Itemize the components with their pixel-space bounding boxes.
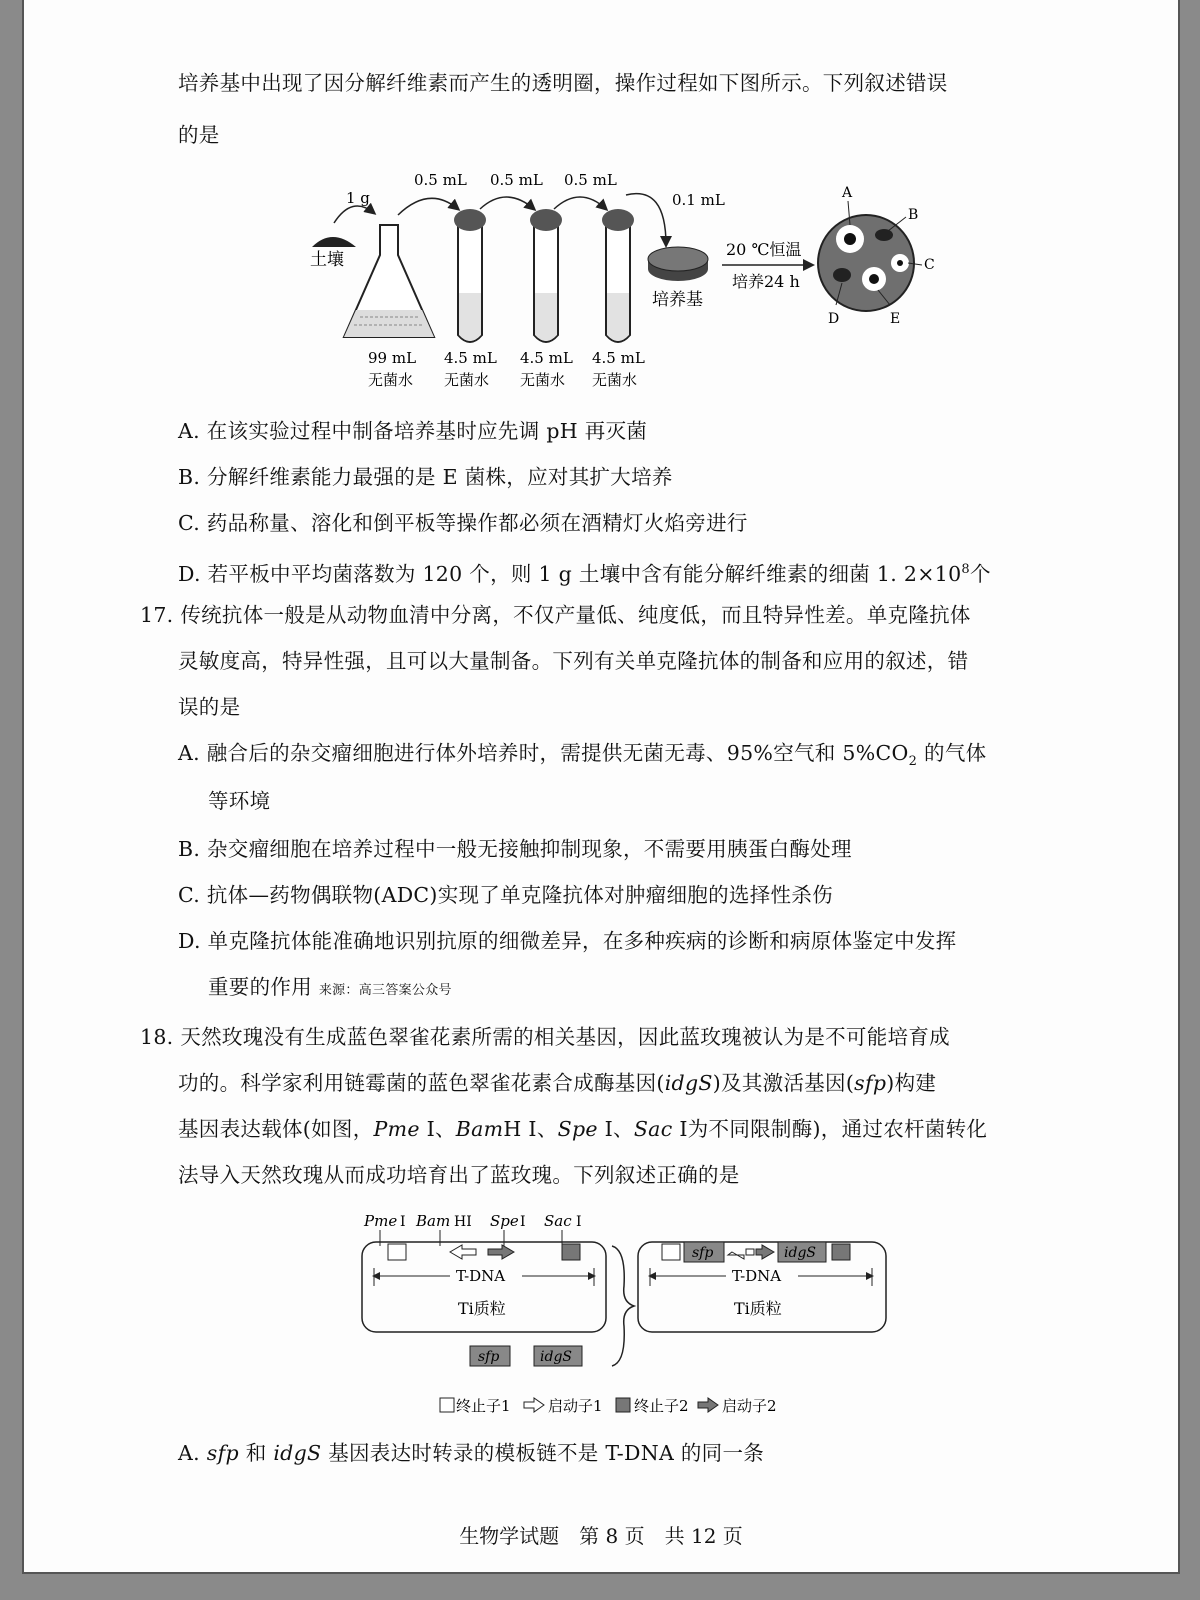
q16-stem-line1: 培养基中出现了因分解纤维素而产生的透明圈，操作过程如下图所示。下列叙述错误 [178, 71, 948, 95]
dilution-diagram [294, 165, 954, 395]
arrow-tube1-to-tube2 [480, 197, 534, 209]
sfp-gene-label: sfp [478, 1349, 500, 1365]
q18-line2 [178, 1068, 936, 1098]
flask-volume: 99 mL [368, 349, 417, 367]
q17-option-a-line2: 等环境 [208, 789, 271, 813]
tube1-volume: 4.5 mL [444, 349, 497, 367]
q18-option-a-mid: 和 [238, 1441, 274, 1465]
q18-sfp-gene: sfp [854, 1071, 887, 1095]
q16-stem-line2: 的是 [178, 123, 220, 147]
q18-r1: Ⅰ、 [419, 1117, 456, 1141]
q17-option-a-text: A. 融合后的杂交瘤细胞进行体外培养时，需提供无菌无毒、95%空气和 5%CO [178, 741, 909, 765]
q18-pme: Pme [373, 1117, 420, 1141]
flask-liquid [344, 310, 434, 337]
soil-pile [312, 237, 356, 247]
spe-num: Ⅰ [520, 1214, 526, 1230]
q16-option-d-end: 个 [970, 561, 991, 586]
colony-D [833, 268, 851, 282]
q17-option-a-line1 [178, 738, 986, 777]
sac-label: Sac [544, 1212, 572, 1230]
bam-label: Bam [416, 1212, 451, 1230]
tube2-water: 无菌水 [520, 371, 566, 389]
q18-line2-c: )构建 [886, 1071, 937, 1095]
left-promoter1 [450, 1245, 476, 1259]
q18-option-a-sfp: sfp [206, 1441, 239, 1465]
q18-option-a-prefix: A. [178, 1441, 207, 1465]
q18-line1: 18. 天然玫瑰没有生成蓝色翠雀花素所需的相关基因，因此蓝玫瑰被认为是不可能培育成 [140, 1025, 950, 1049]
colony-E-label: E [890, 311, 901, 327]
q18-spe: Spe [557, 1117, 598, 1141]
right-promoter1 [728, 1252, 744, 1259]
legend-terminator2: 终止子2 [634, 1397, 689, 1415]
q18-line3 [178, 1114, 987, 1144]
legend-terminator1: 终止子1 [456, 1397, 511, 1415]
transfer1-label: 0.5 mL [414, 171, 467, 189]
tube3-volume: 4.5 mL [592, 349, 645, 367]
q17-option-c: C. 抗体—药物偶联物(ADC)实现了单克隆抗体对肿瘤细胞的选择性杀伤 [178, 883, 833, 907]
bam-num: HⅠ [454, 1214, 472, 1230]
right-tdna-label: T-DNA [732, 1267, 782, 1285]
q17-line3: 误的是 [178, 695, 241, 719]
right-promoter2 [756, 1245, 774, 1259]
q17-line2: 灵敏度高，特异性强，且可以大量制备。下列有关单克隆抗体的制备和应用的叙述，错 [178, 649, 969, 673]
q17-option-b: B. 杂交瘤细胞在培养过程中一般无接触抑制现象，不需要用胰蛋白酶处理 [178, 837, 852, 861]
q18-line4: 法导入天然玫瑰从而成功培育出了蓝玫瑰。下列叙述正确的是 [178, 1163, 740, 1187]
q17-line1: 17. 传统抗体一般是从动物血清中分离，不仅产量低、纯度低，而且特异性差。单克隆抗体 [140, 603, 971, 627]
q18-option-a [178, 1438, 764, 1468]
soil-label: 土壤 [310, 250, 344, 270]
q16-option-a: A. 在该实验过程中制备培养基时应先调 pH 再灭菌 [178, 419, 648, 443]
colony-A-label: A [842, 185, 853, 201]
test-tube-2 [530, 209, 562, 342]
exam-page [22, 0, 1180, 1574]
incubation-line1: 20 ℃恒温 [726, 240, 802, 259]
q16-option-d-exponent: 8 [961, 562, 970, 577]
q16-option-d [178, 555, 991, 589]
q16-option-d-text: D. 若平板中平均菌落数为 120 个，则 1 g 土壤中含有能分解纤维素的细菌 1. 2×10 [178, 561, 962, 586]
pme-label: Pme [364, 1212, 398, 1230]
colony-B [875, 229, 893, 241]
q16-option-c: C. 药品称量、溶化和倒平板等操作都必须在酒精灯火焰旁进行 [178, 511, 748, 535]
q18-option-a-idgs: idgS [273, 1441, 322, 1465]
test-tube-3 [602, 209, 634, 342]
vector-diagram [354, 1206, 894, 1426]
arrow-tube2-to-tube3 [554, 197, 606, 209]
tube2-volume: 4.5 mL [520, 349, 573, 367]
right-plasmid-label: Ti质粒 [734, 1299, 782, 1318]
q18-line2-a: 功的。科学家利用链霉菌的蓝色翠雀花素合成酶基因( [178, 1071, 665, 1095]
brace [612, 1246, 634, 1366]
plate-transfer-label: 0.1 mL [672, 191, 725, 209]
incubation-line2: 培养24 h [732, 272, 800, 291]
left-terminator1 [388, 1244, 406, 1260]
spe-label: Spe [490, 1212, 519, 1230]
result-plate [818, 215, 914, 311]
q18-r3: Ⅰ、 [597, 1117, 634, 1141]
q16-option-b: B. 分解纤维素能力最强的是 E 菌株，应对其扩大培养 [178, 465, 673, 489]
sac-num: Ⅰ [576, 1214, 582, 1230]
idgs-gene-label: idgS [540, 1349, 572, 1365]
right-sfp-label: sfp [692, 1245, 714, 1261]
q17-option-a-subscript: 2 [908, 754, 918, 770]
q18-idgs-gene: idgS [664, 1071, 713, 1095]
arrow-flask-to-tube1 [398, 198, 458, 215]
right-terminator1 [662, 1244, 680, 1260]
right-idgs-label: idgS [784, 1245, 816, 1261]
page-footer: 生物学试题 第 8 页 共 12 页 [459, 1524, 743, 1548]
culture-plate [648, 247, 708, 281]
q18-bam: Bam [455, 1117, 504, 1141]
pme-num: Ⅰ [400, 1214, 406, 1230]
tube1-water: 无菌水 [444, 371, 490, 389]
q17-option-a-end: 的气体 [917, 741, 987, 765]
q17-option-d-line1: D. 单克隆抗体能准确地识别抗原的细微差异，在多种疾病的诊断和病原体鉴定中发挥 [178, 929, 957, 953]
test-tube-1 [454, 209, 486, 342]
source-note: 来源：高三答案公众号 [318, 983, 452, 998]
flask-water: 无菌水 [368, 371, 414, 389]
q17-option-d-line2 [208, 972, 452, 1006]
right-terminator2 [832, 1244, 850, 1260]
colony-B-label: B [908, 207, 919, 223]
q17-option-d-text: 重要的作用 [208, 975, 312, 999]
left-tdna-label: T-DNA [456, 1267, 506, 1285]
q18-sac: Sac [633, 1117, 673, 1141]
left-terminator2 [562, 1244, 580, 1260]
left-promoter2 [488, 1245, 514, 1259]
colony-D-label: D [828, 311, 840, 327]
q18-r4: Ⅰ为不同限制酶)，通过农杆菌转化 [672, 1117, 988, 1141]
soil-mass-label: 1 g [346, 189, 370, 207]
colony-C-label: C [924, 257, 935, 273]
tube3-water: 无菌水 [592, 371, 638, 389]
q18-line3-a: 基因表达载体(如图， [178, 1117, 374, 1141]
transfer3-label: 0.5 mL [564, 171, 617, 189]
arrow-soil-to-flask [334, 206, 374, 223]
q18-line2-b: )及其激活基因( [712, 1071, 855, 1095]
q18-option-a-end: 基因表达时转录的模板链不是 T-DNA 的同一条 [321, 1441, 765, 1465]
legend-promoter2: 启动子2 [722, 1397, 777, 1415]
legend [440, 1397, 777, 1415]
medium-label: 培养基 [652, 290, 703, 310]
q18-r2: H Ⅰ、 [503, 1117, 558, 1141]
left-plasmid-label: Ti质粒 [458, 1299, 506, 1318]
legend-promoter1: 启动子1 [548, 1397, 603, 1415]
transfer2-label: 0.5 mL [490, 171, 543, 189]
